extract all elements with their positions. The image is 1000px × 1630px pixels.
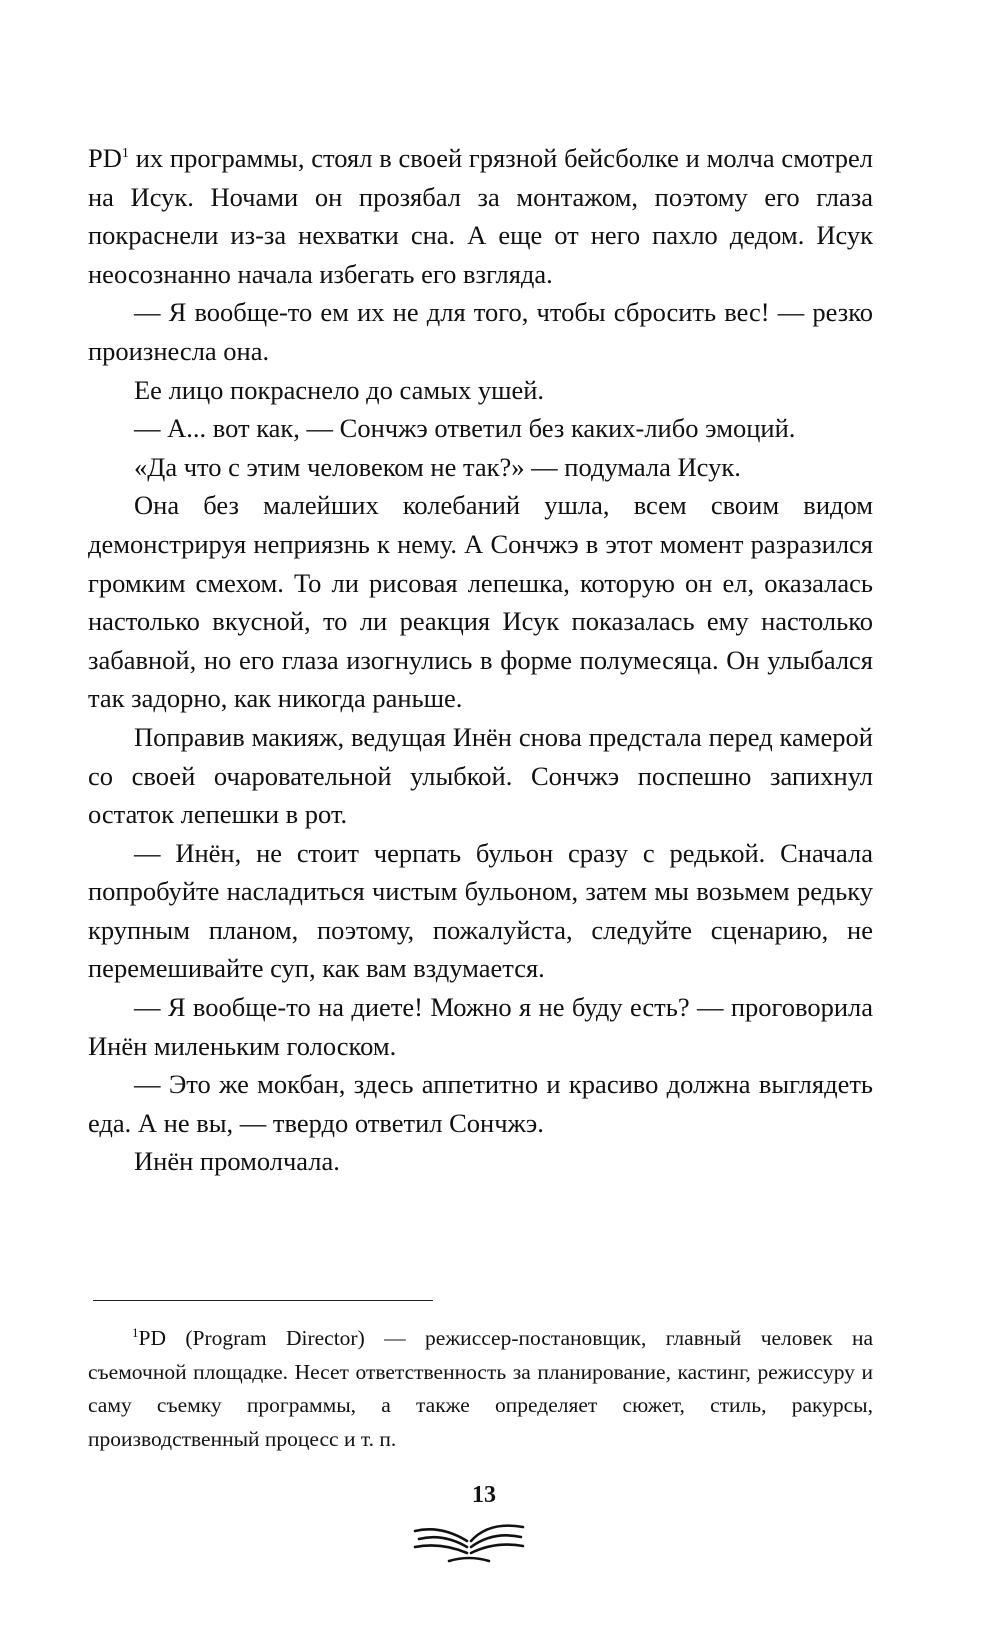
paragraph: — Инён, не стоит черпать бульон сразу с редькой. Сначала попробуйте насладиться чистым бульоном, затем мы возьмем редьку крупным планом, поэтому, пожалуйста, следуйте сценарию, не перемешивайте суп, как вам вздумается. [88,837,873,984]
stylized-waves-ornament-icon [411,1515,527,1565]
paragraph: — Это же мокбан, здесь аппетитно и красиво должна выглядеть еда. А не вы, — твердо ответил Сончжэ. [88,1069,873,1138]
paragraph: «Да что с этим человеком не так?» — подумала Исук. [134,451,741,482]
footnote-reference[interactable]: 1 [121,146,129,161]
paragraph: — Я вообще-то на диете! Можно я не буду есть? — проговорила Инён миленьким голоском. [88,992,873,1061]
paragraph: — Я вообще-то ем их не для того, чтобы сбросить вес! — резко произнесла она. [88,297,873,366]
footnote-text: PD (Program Director) — режиссер-постановщик, главный человек на съемочной площадке. Несет ответственность за планирование, кастинг, режиссуру и саму съемку программы, а также определяет сюжет, стиль, ракурсы, производственный процесс и т. п. [88,1326,873,1451]
paragraph: Инён промолчала. [134,1146,340,1177]
page-number: 13 [472,1482,496,1508]
paragraph: Ее лицо покраснело до самых ушей. [134,374,545,405]
paragraph: Она без малейших колебаний ушла, всем своим видом демонстрируя неприязнь к нему. А Сончжэ в этот момент разразился громким смехом. То ли рисовая лепешка, которую он ел, оказалась настолько вкусной, то ли реакция Исук показалась ему настолько забавной, но его глаза изогнулись в форме полумесяца. Он улыбался так задорно, как никогда раньше. [88,490,873,714]
footnote-divider [93,1300,433,1301]
body-text [88,139,873,1181]
lead-term: PD [88,143,122,173]
paragraph: Поправив макияж, ведущая Инён снова предстала перед камерой со своей очаровательной улыбкой. Сончжэ поспешно запихнул остаток лепешки в рот. [88,721,873,830]
paragraph-text: их программы, стоял в своей грязной бейсболке и молча смотрел на Исук. Ночами он прозябал за монтажом, поэтому его глаза покраснели из-за нехватки сна. А еще от него пахло дедом. Исук неосознанно начала избегать его взгляда. [88,143,874,289]
footnote [88,1322,873,1456]
paragraph: — А... вот как, — Сончжэ ответил без каких-либо эмоций. [134,413,796,444]
footnote-paragraph [88,1322,873,1456]
footnote-marker: 1 [132,1325,139,1340]
paragraph [88,139,873,293]
